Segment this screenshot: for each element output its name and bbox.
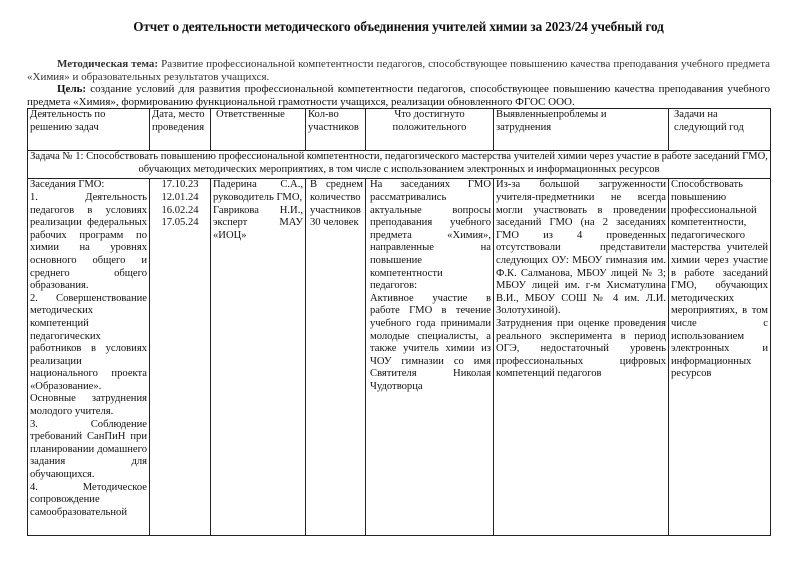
header-activity: Деятельность по решению задач [28,109,150,151]
header-responsible: Ответственные [211,109,306,151]
activity-item: 1. Деятельность педагогов в условиях реализации федеральных рабочих программ по химии на уровнях основного общего и среднего общего образования. [30,191,147,292]
date: 17.05.24 [161,217,199,229]
activity-item: 3. Соблюдение требований СанПиН при планировании домашнего задания для обучающихся. [30,418,147,481]
activity-heading: Заседания ГМО: [30,179,105,191]
activity-cell [28,179,150,536]
header-row [28,109,771,151]
table-row [28,179,771,536]
report-table [27,108,771,536]
activity-item: 4. Методическое сопровождение самообразовательной [30,481,147,518]
goal-text: создание условий для развития профессиональной компетентности педагогов, способствующее повышению качества преподавания учебного предмета «Химия», формированию функциональной грамотности учащихся, реализации обновленного ФГОС ООО. [27,83,770,108]
document-title: Отчет о деятельности методического объединения учителей химии за 2023/24 учебный год [133,19,664,34]
activity-item: 2. Совершенствование методических компетенций педагогических работников в условиях реализации национального проекта «Образование». Основные затруднения молодого учителя. [30,292,147,418]
date: 17.10.23 [161,179,199,191]
date: 16.02.24 [161,204,199,216]
goal [27,83,770,108]
header-date: Дата, место проведения [150,109,211,151]
goal-label: Цель: [57,83,87,96]
theme-text: Развитие профессиональной компетентности педагогов, способствующее повышению качества преподавания учебного предмета «Химия» и образовательных результатов учащихся. [27,58,771,83]
next-tasks-cell: Способствовать повышению профессиональной компетентности, педагогического мастерства учителей химии через участие в работе заседаний ГМО, обучающих методических мероприятиях, в том числе с использованием электронных и информационных ресурсов [669,179,771,536]
task-row [28,151,771,179]
achieved-cell [366,179,494,536]
responsible-person: Гаврикова Н.И., эксперт МАУ «ИОЦ» [213,204,303,241]
theme-label: Методическая тема: [57,58,159,70]
dates-cell [150,179,211,536]
problems-cell [494,179,669,536]
header-achieved: Что достигнуто положительного [366,109,494,151]
problem-item: Из-за большой загруженности учителя-предметники не всегда могли участвовать в проведении заседаний ГМО (на 2 заседаниях ГМО из 4 проведенных отсутствовали представители следующих ОУ: МБОУ гимназия им. Ф.К. Салманова, МБОУ лицей № 3; МБОУ лицей им. г-м Хисматулина В.И., МБОУ СОШ № 4 им. Л.И. Золотухиной). [496,179,666,317]
header-next-tasks: Задачи на следующий год [669,109,771,151]
achieved-item: Активное участие в работе ГМО в течение учебного года принимали молодые специалисты, а также учитель химии из ЧОУ гимназии со имя Святителя Николая Чудотворца [370,292,491,392]
header-problems: Выявленныепроблемы и затруднения [494,109,669,151]
achieved-item: На заседаниях ГМО рассматривались актуальные вопросы преподавания учебного предмета «Химия», направленные на повышение компетентности педагогов: [370,179,491,292]
responsible-cell [211,179,306,536]
header-participants: Кол-во участников [306,109,366,151]
methodical-theme [27,58,770,83]
task-1: Задача № 1: Способствовать повышению профессиональной компетентности, педагогического мастерства учителей химии через участие в работе заседаний ГМО, обучающих методических мероприятиях, в том числе с использованием электронных и информационных ресурсов [28,151,771,179]
date: 12.01.24 [161,191,199,203]
responsible-person: Падерина С.А., руководитель ГМО, [213,179,303,203]
problem-item: Затруднения при оценке проведения реального эксперимента в период ОГЭ, недостаточный уровень профессиональных цифровых компетенций педагогов [496,317,666,380]
participants-cell: В среднем количество участников 30 человек [306,179,366,536]
